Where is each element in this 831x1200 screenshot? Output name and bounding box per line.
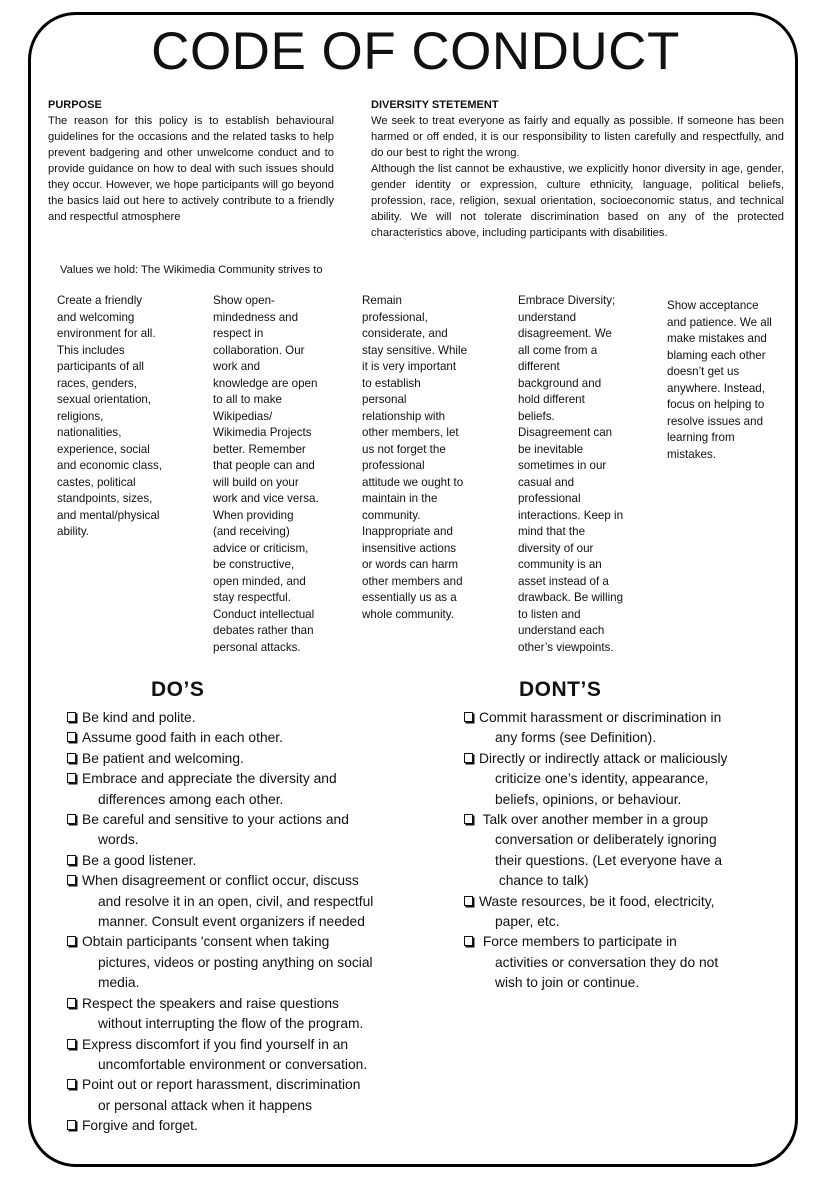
checklist-item <box>67 932 447 993</box>
checklist-item <box>67 1035 447 1076</box>
value-line: knowledge are open <box>213 376 318 390</box>
checkbox-icon <box>67 855 76 865</box>
value-line: experience, social <box>57 442 150 456</box>
value-line: insensitive actions <box>362 541 457 555</box>
value-line: stay sensitive. While <box>362 343 468 357</box>
value-line: understand <box>518 310 577 324</box>
checklist-line: Forgive and forget. <box>82 1118 198 1134</box>
value-line: hold different <box>518 393 585 406</box>
value-line: stay respectful. <box>213 591 291 604</box>
value-line: professional <box>518 492 581 505</box>
value-line: Embrace Diversity; <box>518 294 616 307</box>
purpose-text: The reason for this policy is to establish behavioural guidelines for the occasions and the related tasks to help prevent badgering and other unwelcome conduct and to provide guidance on how to deal with such issues should they occur. However, we hope participants will go beyond the basics laid out here to actively contribute to a friendly and respectful atmosphere <box>48 115 334 223</box>
checklist-line: criticize one’s identity, appearance, <box>495 771 709 787</box>
value-line: Create a friendly <box>57 294 143 307</box>
checklist-item <box>464 749 789 810</box>
value-line: advice or criticism, <box>213 541 309 555</box>
value-line: that people can and <box>213 459 315 472</box>
value-line: Wikipedias/ <box>213 409 273 423</box>
value-line: attitude we ought to <box>362 475 464 489</box>
value-line: it is very important <box>362 360 457 373</box>
value-line: (and receiving) <box>213 525 290 538</box>
value-line: sexual orientation, <box>57 393 152 406</box>
checklist-line: When disagreement or conflict occur, discuss <box>82 873 359 889</box>
checklist-line: paper, etc. <box>495 914 560 930</box>
value-line: essentially us as a <box>362 591 457 604</box>
value-line: religions, <box>57 409 104 423</box>
value-line: considerate, and <box>362 327 448 340</box>
value-column-2 <box>213 293 363 656</box>
value-line: maintain in the <box>362 492 438 505</box>
value-line: Wikimedia Projects <box>213 426 312 439</box>
checklist-line: Directly or indirectly attack or maliciously <box>479 750 728 766</box>
value-line: professional, <box>362 310 428 324</box>
value-line: castes, political <box>57 475 136 489</box>
checklist-line: chance to talk) <box>495 873 589 889</box>
value-line: and mental/physical <box>57 508 160 522</box>
checklist-item <box>464 708 789 749</box>
checklist-line: wish to join or continue. <box>495 975 640 991</box>
checkbox-icon <box>67 936 76 946</box>
value-line: Inappropriate and <box>362 525 453 538</box>
checklist-line: beliefs, opinions, or behaviour. <box>495 791 682 807</box>
checklist-item <box>67 1116 447 1136</box>
checklist-line: Talk over another member in a group <box>479 812 709 828</box>
checklist-line: Commit harassment or discrimination in <box>479 710 722 725</box>
checkbox-icon <box>67 1079 76 1089</box>
value-line: disagreement. We <box>518 327 612 340</box>
value-line: better. Remember <box>213 442 306 456</box>
checklist-item <box>67 708 447 728</box>
checklist-line: and resolve it in an open, civil, and respectful <box>98 893 374 909</box>
checklist-line: Point out or report harassment, discrimination <box>82 1077 361 1093</box>
value-line: blaming each other <box>667 348 766 362</box>
value-line: be constructive, <box>213 558 295 571</box>
checklist-line: media. <box>98 975 140 991</box>
value-line: be inevitable <box>518 442 584 456</box>
value-line: mind that the <box>518 525 586 538</box>
checklist-line: Be a good listener. <box>82 852 197 868</box>
checklist-line: differences among each other. <box>98 791 284 807</box>
value-line: ability. <box>57 525 90 538</box>
value-line: casual and <box>518 475 575 489</box>
checkbox-icon <box>67 712 76 722</box>
dos-list <box>67 708 447 1137</box>
checklist-line: or personal attack when it happens <box>98 1097 312 1113</box>
checklist-line: Express discomfort if you find yourself in an <box>82 1036 349 1052</box>
checkbox-icon <box>464 814 473 824</box>
value-line: drawback. Be willing <box>518 591 624 604</box>
value-line: Conduct intellectual <box>213 607 315 621</box>
checklist-item <box>67 769 447 810</box>
donts-heading: DONT’S <box>519 678 602 701</box>
checklist-line: Assume good faith in each other. <box>82 730 283 746</box>
value-line: Show acceptance <box>667 299 759 312</box>
donts-list <box>464 708 789 994</box>
checklist-item <box>67 994 447 1035</box>
checkbox-icon <box>67 773 76 783</box>
checklist-line: manner. Consult event organizers if needed <box>98 914 365 930</box>
dos-heading: DO’S <box>151 678 205 701</box>
value-line: other members, let <box>362 426 459 439</box>
checkbox-icon <box>67 998 76 1008</box>
checklist-line: Force members to participate in <box>479 934 677 950</box>
value-line: to establish <box>362 376 421 390</box>
value-line: whole community. <box>362 607 454 621</box>
value-line: mistakes. <box>667 447 716 461</box>
value-line: to all to make <box>213 393 282 406</box>
value-line: personal <box>362 393 407 406</box>
checkbox-icon <box>67 814 76 824</box>
purpose-heading: PURPOSE <box>48 99 102 111</box>
value-line: standpoints, sizes, <box>57 492 153 505</box>
value-line: sometimes in our <box>518 459 607 472</box>
checklist-item <box>67 851 447 871</box>
checklist-line: words. <box>98 832 139 848</box>
checkbox-icon <box>67 753 76 763</box>
checklist-line: their questions. (Let everyone have a <box>495 852 723 868</box>
checklist-item <box>67 1075 447 1116</box>
value-column-3 <box>362 293 512 623</box>
value-line: background and <box>518 376 602 390</box>
checklist-line: Embrace and appreciate the diversity and <box>82 771 337 787</box>
value-line: and patience. We all <box>667 315 772 329</box>
value-line: all come from a <box>518 343 598 357</box>
checklist-line: Respect the speakers and raise questions <box>82 995 339 1011</box>
checklist-line: without interrupting the flow of the program. <box>98 1016 364 1032</box>
checklist-line: Obtain participants 'consent when taking <box>82 934 330 950</box>
value-line: work and vice versa. <box>213 492 319 505</box>
checklist-line: activities or conversation they do not <box>495 954 719 970</box>
value-line: make mistakes and <box>667 332 767 345</box>
checklist-item <box>67 749 447 769</box>
value-line: respect in <box>213 327 264 340</box>
value-line: learning from <box>667 431 735 444</box>
checklist-item <box>464 932 789 993</box>
value-line: to listen and <box>518 607 581 621</box>
checkbox-icon <box>67 1039 76 1049</box>
values-intro: Values we hold: The Wikimedia Community strives to <box>60 264 323 276</box>
value-line: personal attacks. <box>213 640 301 654</box>
diversity-text-2: Although the list cannot be exhaustive, we explicitly honor diversity in age, gender, gender identity or expression, culture ethnicity, language, political beliefs, profession, race, religion, sexual orientation, socioeconomic status, and technical ability. We will not tolerate discrimination based on any of the protected characteristics above, including participants with disabilities. <box>371 163 784 239</box>
value-line: us not forget the <box>362 442 446 456</box>
diversity-statement <box>371 113 784 241</box>
checklist-line: pictures, videos or posting anything on social <box>98 954 373 970</box>
checklist-line: uncomfortable environment or conversation. <box>98 1056 368 1072</box>
checkbox-icon <box>464 896 473 906</box>
value-line: collaboration. Our <box>213 343 305 357</box>
value-line: resolve issues and <box>667 414 764 428</box>
value-column-5 <box>667 298 807 463</box>
value-line: This includes <box>57 343 125 357</box>
checkbox-icon <box>67 732 76 742</box>
value-line: interactions. Keep in <box>518 508 624 522</box>
checklist-item <box>67 810 447 851</box>
checklist-line: Be kind and polite. <box>82 710 196 725</box>
diversity-heading: DIVERSITY STETEMENT <box>371 99 499 111</box>
checkbox-icon <box>67 1120 76 1130</box>
value-line: or words can harm <box>362 558 459 571</box>
checklist-item <box>67 871 447 932</box>
value-line: When providing <box>213 508 294 522</box>
value-line: diversity of our <box>518 541 594 555</box>
checklist-line: Waste resources, be it food, electricity, <box>479 893 715 909</box>
checklist-item <box>67 728 447 748</box>
value-line: professional <box>362 459 425 472</box>
value-column-1 <box>57 293 207 541</box>
value-line: will build on your <box>213 475 299 489</box>
checklist-item <box>464 810 789 892</box>
value-line: participants of all <box>57 360 144 373</box>
checklist-line: Be careful and sensitive to your actions and <box>82 812 349 828</box>
checkbox-icon <box>464 753 473 763</box>
value-line: different <box>518 360 560 373</box>
value-line: Remain <box>362 294 402 307</box>
value-line: asset instead of a <box>518 574 609 588</box>
value-column-4 <box>518 293 668 656</box>
value-line: and economic class, <box>57 459 163 472</box>
value-line: open minded, and <box>213 574 306 588</box>
page-title: CODE OF CONDUCT <box>151 22 680 81</box>
value-line: other members and <box>362 574 463 588</box>
value-line: mindedness and <box>213 310 299 324</box>
value-line: debates rather than <box>213 624 314 637</box>
value-line: understand each <box>518 624 605 637</box>
value-line: Disagreement can <box>518 426 613 439</box>
value-line: community is an <box>518 558 602 571</box>
value-line: doesn’t get us <box>667 365 740 378</box>
value-line: environment for all. <box>57 327 156 340</box>
checklist-line: any forms (see Definition). <box>495 730 657 746</box>
value-line: races, genders, <box>57 376 137 390</box>
checklist-line: Be patient and welcoming. <box>82 750 244 766</box>
value-line: nationalities, <box>57 426 122 439</box>
value-line: and welcoming <box>57 310 135 324</box>
value-line: relationship with <box>362 409 446 423</box>
checkbox-icon <box>67 875 76 885</box>
value-line: beliefs. <box>518 409 555 423</box>
value-line: focus on helping to <box>667 398 765 411</box>
diversity-text-1: We seek to treat everyone as fairly and equally as possible. If someone has been harmed or off ended, it is our responsibility to listen carefully and respectfully, and do our best to right the wrong. <box>371 115 784 159</box>
checklist-line: conversation or deliberately ignoring <box>495 832 717 848</box>
value-line: community. <box>362 508 421 522</box>
checkbox-icon <box>464 936 473 946</box>
checklist-item <box>464 892 789 933</box>
value-line: other’s viewpoints. <box>518 640 614 654</box>
value-line: Show open- <box>213 294 275 307</box>
value-line: work and <box>213 360 261 373</box>
value-line: anywhere. Instead, <box>667 381 765 395</box>
checkbox-icon <box>464 712 473 722</box>
